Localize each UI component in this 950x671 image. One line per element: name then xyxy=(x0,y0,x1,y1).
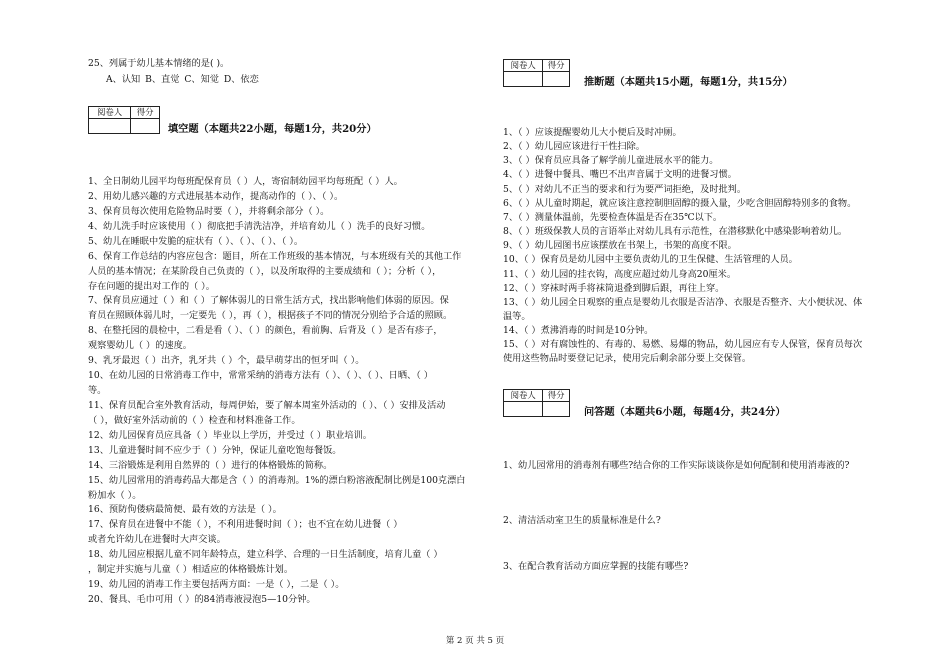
judgement-line: 5、（ ）对幼儿不正当的要求和行为要严词拒绝，及时批判。 xyxy=(503,183,747,195)
fill-blank-line: 16、预防佝偻病最简便、最有效的方法是（ ）。 xyxy=(88,504,282,516)
judgement-line: 温等。 xyxy=(503,310,531,322)
fill-blank-line: 或者允许幼儿在进餐时大声交谈。 xyxy=(88,534,226,546)
fill-blank-line: ，制定并实施与儿童（ ）相适应的体格锻炼计划。 xyxy=(88,564,294,576)
fill-blank-line: 8、在整托园的晨检中，二看是看（ ）、（ ）的颜色，看前胸、后背及（ ）是否有疹子， xyxy=(88,325,443,337)
fill-blank-line: 13、儿童进餐时间不应少于（ ）分钟，保证儿童吃饱每餐饭。 xyxy=(88,444,342,456)
section-title-qa: 问答题（本题共6小题，每题4分，共24分） xyxy=(584,406,786,418)
fill-blank-line: 15、幼儿园常用的消毒药品大都是含（ ）的消毒剂。1%的漂白粉溶液配制比例是100克漂白 xyxy=(88,474,466,486)
judgement-line: 7、（ ）测量体温前，先要检查体温是否在35℃以下。 xyxy=(503,211,723,223)
question-25-options: A、认知 B、直觉 C、知觉 D、依恋 xyxy=(106,74,259,85)
judgement-line: 14、（ ）煮沸消毒的时间是10分钟。 xyxy=(503,325,654,337)
fill-blank-line: （ ），做好室外活动前的（ ）检查和材料准备工作。 xyxy=(88,414,301,426)
judgement-line: 13、（ ）幼儿园全日观察的重点是婴幼儿衣服是否洁净、衣服是否整齐、大小便状况、体 xyxy=(503,296,863,308)
score-cell[interactable] xyxy=(543,402,570,417)
section-title-judgement: 推断题（本题共15小题，每题1分，共15分） xyxy=(584,76,793,88)
fill-blank-line: 5、幼儿在睡眠中发脆的症状有（ ）、（ ）、（ ）、（ ）。 xyxy=(88,235,304,247)
judgement-line: 12、（ ）穿袜时两手将袜筒退叠到脚后跟，再往上穿。 xyxy=(503,282,725,294)
fill-blank-line: 3、保育员每次使用危险物品时要（ ），并将剩余部分（ ）。 xyxy=(88,205,330,217)
fill-blank-line: 2、用幼儿感兴趣的方式进展基本动作，提高动作的（ ）、（ ）。 xyxy=(88,190,344,202)
fill-blank-line: 4、幼儿洗手时应该使用（ ）彻底把手清洗洁净，并培育幼儿（ ）洗手的良好习惯。 xyxy=(88,220,431,232)
grader-label: 阅卷人 xyxy=(504,60,543,72)
qa-question-2: 2、清洁活动室卫生的质量标准是什么? xyxy=(503,515,661,526)
question-25-stem: 25、列属于幼儿基本情绪的是( )。 xyxy=(88,58,230,69)
judgement-line: 8、（ ）班级保教人员的言语举止对幼儿具有示范性，在潜移默化中感染影响着幼儿。 xyxy=(503,226,848,238)
fill-blank-line: 6、保育工作总结的内容应包含：题目，所在工作班级的基本情况，与本班级有关的其他工作 xyxy=(88,250,462,262)
fill-blank-line: 17、保育员在进餐中不能（ ），不利用进餐时间（ ）；也不宜在幼儿进餐（ ） xyxy=(88,519,403,531)
judgement-line: 9、（ ）幼儿园图书应该摆放在书架上，书架的高度不限。 xyxy=(503,240,737,252)
grader-cell[interactable] xyxy=(89,119,131,134)
grader-cell[interactable] xyxy=(504,402,543,417)
fill-blank-line: 等。 xyxy=(88,385,107,397)
judgement-line: 11、（ ）幼儿园的挂衣钩，高度应超过幼儿身高20厘米。 xyxy=(503,268,737,280)
fill-blank-line: 12、幼儿园保育员应具备（ ）毕业以上学历，并受过（ ）职业培训。 xyxy=(88,429,372,441)
fill-blank-line: 人员的基本情况；在某阶段自己负责的（ ），以及所取得的主要成绩和（ ）；分析（ ）， xyxy=(88,265,442,277)
judgement-line: 10、（ ）保育员是幼儿园中主要负责幼儿的卫生保健、生活管理的人员。 xyxy=(503,254,798,266)
fill-blank-line: 育员在照顾体弱儿时，一定要先（ ），再（ ），根据孩子不同的情况分别给予合适的照顾。 xyxy=(88,310,453,322)
section-title-fill-blank: 填空题（本题共22小题，每题1分，共20分） xyxy=(168,123,377,135)
fill-blank-line: 粉加水（ ）。 xyxy=(88,489,142,501)
judgement-line: 2、（ ）幼儿园应该进行干性扫除。 xyxy=(503,141,645,153)
score-label: 得分 xyxy=(543,60,570,72)
fill-blank-line: 7、保育员应通过（ ）和（ ）了解体弱儿的日常生活方式，找出影响他们体弱的原因。保 xyxy=(88,295,449,307)
qa-question-3: 3、在配合教育活动方面应掌握的技能有哪些? xyxy=(503,561,689,572)
fill-blank-line: 20、餐具、毛巾可用（ ）的84消毒液浸泡5—10分钟。 xyxy=(88,594,316,606)
fill-blank-line: 19、幼儿园的消毒工作主要包括两方面：一是（ ），二是（ ）。 xyxy=(88,579,345,591)
judgement-line: 使用这些物品时要登记记录，使用完后剩余部分要上交保管。 xyxy=(503,353,752,365)
grader-cell[interactable] xyxy=(504,72,543,87)
grader-label: 阅卷人 xyxy=(504,390,543,402)
grader-label: 阅卷人 xyxy=(89,107,131,119)
grader-box-fill xyxy=(88,106,160,134)
grader-box-judge xyxy=(503,59,570,87)
judgement-line: 6、（ ）从儿童时期起，就应该注意控制胆固醇的摄入量，少吃含胆固醇特别多的食物。 xyxy=(503,197,857,209)
grader-box-qa xyxy=(503,389,570,417)
fill-blank-line: 存在问题的提出对工作的（ ）。 xyxy=(88,280,215,292)
fill-blank-line: 9、乳牙最迟（ ）出齐，乳牙共（ ）个，最早萌芽出的恒牙叫（ ）。 xyxy=(88,355,365,367)
score-cell[interactable] xyxy=(543,72,570,87)
judgement-line: 15、（ ）对有腐蚀性的、有毒的、易燃、易爆的物品，幼儿园应有专人保管，保育员每次 xyxy=(503,339,863,351)
page-footer: 第 2 页 共 5 页 xyxy=(445,636,505,646)
fill-blank-line: 10、在幼儿园的日常消毒工作中，常常采纳的消毒方法有（ ）、（ ）、（ ）、日晒、（ ） xyxy=(88,370,433,382)
judgement-line: 4、（ ）进餐中餐具、嘴巴不出声音属于文明的进餐习惯。 xyxy=(503,169,737,181)
qa-question-1: 1、幼儿园常用的消毒剂有哪些?结合你的工作实际谈谈你是如何配制和使用消毒液的? xyxy=(503,460,850,471)
fill-blank-line: 14、三浴锻炼是利用自然界的（ ）进行的体格锻炼的简称。 xyxy=(88,459,333,471)
fill-blank-line: 18、幼儿园应根据儿童不同年龄特点，建立科学、合理的一日生活制度，培育儿童（ ） xyxy=(88,549,443,561)
judgement-line: 3、（ ）保育员应具备了解学前儿童进展水平的能力。 xyxy=(503,155,719,167)
score-label: 得分 xyxy=(543,390,570,402)
judgement-line: 1、（ ）应该提醒婴幼儿大小便后及时冲厕。 xyxy=(503,127,682,138)
score-label: 得分 xyxy=(131,107,160,119)
fill-blank-line: 1、全日制幼儿园平均每班配保育员（ ）人，寄宿制幼园平均每班配（ ）人。 xyxy=(88,176,403,187)
fill-blank-line: 观察婴幼儿（ ）的速度。 xyxy=(88,340,192,352)
fill-blank-line: 11、保育员配合室外教育活动，每周伊始，要了解本周室外活动的（ ）、（ ）安排及活动 xyxy=(88,399,446,411)
score-cell[interactable] xyxy=(131,119,160,134)
